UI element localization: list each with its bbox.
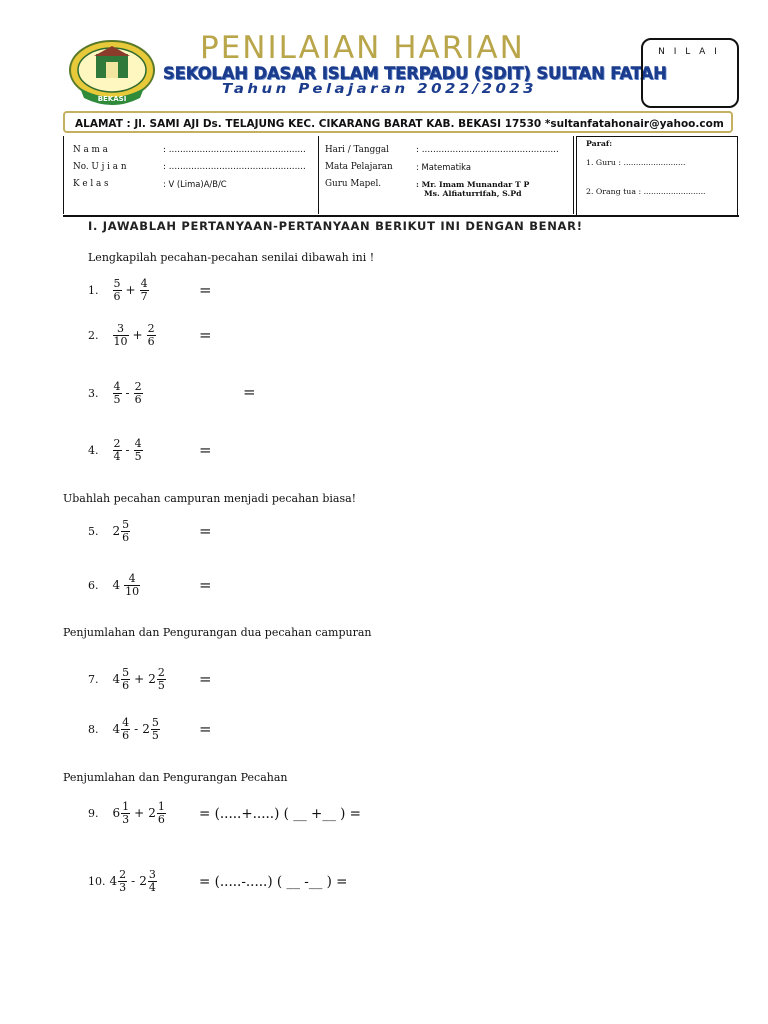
question-6: 6. 4 $\frac{4}{10}$	[88, 572, 140, 598]
name-field[interactable]: : .................................................	[163, 145, 306, 155]
instruction-mixed-operations: Penjumlahan dan Pengurangan dua pecahan campuran	[63, 626, 372, 639]
table-divider	[318, 136, 319, 214]
fraction: $\frac{3}{10}$	[113, 322, 128, 348]
school-logo	[68, 40, 156, 108]
fraction: $\frac{4}{10}$	[125, 572, 140, 598]
teacher-value-2: Ms. Alfiaturrifah, S.Pd	[424, 189, 522, 198]
logo-text: BEKASI	[97, 95, 127, 103]
signature-teacher[interactable]: 1. Guru : .........................	[586, 158, 686, 167]
fraction: $\frac{2}{4}$	[113, 437, 121, 463]
fraction: $\frac{4}{6}$	[122, 716, 130, 742]
answer-equals[interactable]: =	[199, 281, 212, 299]
teacher-value-1: : Mr. Imam Munandar T P	[416, 180, 530, 189]
operator: -	[125, 443, 130, 458]
date-field[interactable]: : .................................................	[416, 145, 559, 155]
subject-label: Mata Pelajaran	[325, 162, 393, 172]
operator: -	[134, 722, 139, 737]
question-4: 4. $\frac{2}{4}$ - $\frac{4}{5}$	[88, 437, 142, 463]
question-3: 3. $\frac{4}{5}$ - $\frac{2}{6}$	[88, 380, 142, 406]
fraction: $\frac{4}{5}$	[113, 380, 121, 406]
fraction: $\frac{1}{3}$	[122, 800, 130, 826]
date-label: Hari / Tanggal	[325, 145, 389, 155]
instruction-equivalent-fractions: Lengkapilah pecahan-pecahan senilai dibawah ini !	[88, 251, 375, 264]
instruction-fraction-operations: Penjumlahan dan Pengurangan Pecahan	[63, 771, 288, 784]
class-value: : V (Lima)A/B/C	[163, 179, 227, 189]
class-label: K e l a s	[73, 179, 109, 189]
question-number: 1.	[88, 283, 99, 297]
fraction: $\frac{2}{5}$	[157, 666, 165, 692]
question-2: 2. $\frac{3}{10}$ + $\frac{2}{6}$	[88, 322, 155, 348]
fraction: $\frac{5}{5}$	[151, 716, 159, 742]
school-address: ALAMAT : Jl. SAMI AJI Ds. TELAJUNG KEC. CIKARANG BARAT KAB. BEKASI 17530 *sultanfatahonair@yahoo.com	[63, 111, 733, 133]
fraction: $\frac{5}{6}$	[122, 666, 130, 692]
answer-equals[interactable]: =	[199, 576, 212, 594]
fraction: $\frac{5}{6}$	[113, 277, 121, 303]
fraction: $\frac{2}{6}$	[134, 380, 142, 406]
operator: +	[134, 672, 145, 687]
signature-parent[interactable]: 2. Orang tua : .........................	[586, 187, 706, 196]
question-9: 9. 6 $\frac{1}{3}$ + 2 $\frac{1}{6}$	[88, 800, 165, 826]
fraction: $\frac{4}{5}$	[134, 437, 142, 463]
exam-number-field[interactable]: : .................................................	[163, 162, 306, 172]
table-divider	[573, 136, 574, 214]
whole-number: 2	[142, 722, 150, 737]
school-name: SEKOLAH DASAR ISLAM TERPADU (SDIT) SULTAN FATAH	[163, 64, 667, 83]
question-8: 8. 4 $\frac{4}{6}$ - 2 $\frac{5}{5}$	[88, 716, 159, 742]
table-divider	[63, 136, 64, 214]
answer-equals[interactable]: =	[199, 720, 212, 738]
question-7: 7. 4 $\frac{5}{6}$ + 2 $\frac{2}{5}$	[88, 666, 165, 692]
whole-number: 4	[112, 672, 121, 687]
fraction: $\frac{3}{4}$	[148, 868, 156, 894]
whole-number: 2	[148, 806, 156, 821]
signature-box	[576, 136, 738, 216]
operator: -	[125, 386, 130, 401]
answer-template[interactable]: = (.....-.....) ( __ -__ ) =	[199, 874, 348, 890]
question-10: 10. 4 $\frac{2}{3}$ - 2 $\frac{3}{4}$	[88, 868, 156, 894]
fraction: $\frac{5}{6}$	[122, 518, 130, 544]
whole-number: 2	[148, 672, 156, 687]
instruction-mixed-to-improper: Ubahlah pecahan campuran menjadi pecahan biasa!	[63, 492, 357, 505]
whole-number: 2	[112, 524, 121, 539]
question-1	[88, 278, 149, 302]
signature-label: Paraf:	[586, 139, 613, 148]
operator: -	[131, 874, 136, 889]
whole-number: 4	[112, 722, 121, 737]
whole-number: 4	[109, 874, 118, 889]
fraction: $\frac{1}{6}$	[157, 800, 165, 826]
whole-number: 2	[139, 874, 147, 889]
academic-year: Tahun Pelajaran 2022/2023	[222, 82, 538, 97]
section-title: I. JAWABLAH PERTANYAAN-PERTANYAAN BERIKUT INI DENGAN BENAR!	[88, 219, 583, 233]
question-5: 5. 2 $\frac{5}{6}$	[88, 518, 130, 544]
teacher-label: Guru Mapel.	[325, 179, 382, 189]
operator: +	[132, 328, 143, 343]
operator: +	[125, 283, 136, 298]
exam-number-label: No. U j i a n	[73, 162, 127, 172]
answer-equals[interactable]: =	[199, 326, 212, 344]
subject-value: : Matematika	[416, 162, 472, 172]
answer-equals[interactable]: =	[199, 441, 212, 459]
answer-template[interactable]: = (.....+.....) ( __ +__ ) =	[199, 806, 361, 822]
fraction: $\frac{4}{7}$	[140, 277, 148, 303]
answer-equals[interactable]: =	[199, 670, 212, 688]
name-label: N a m a	[73, 145, 108, 155]
answer-equals[interactable]: =	[199, 522, 212, 540]
operator: +	[134, 806, 145, 821]
page-title: PENILAIAN HARIAN	[200, 30, 525, 66]
answer-equals[interactable]: =	[243, 383, 256, 401]
fraction: $\frac{2}{3}$	[119, 868, 127, 894]
whole-number: 4	[112, 578, 121, 593]
score-label: N I L A I	[658, 47, 720, 57]
fraction: $\frac{2}{6}$	[147, 322, 155, 348]
whole-number: 6	[112, 806, 121, 821]
